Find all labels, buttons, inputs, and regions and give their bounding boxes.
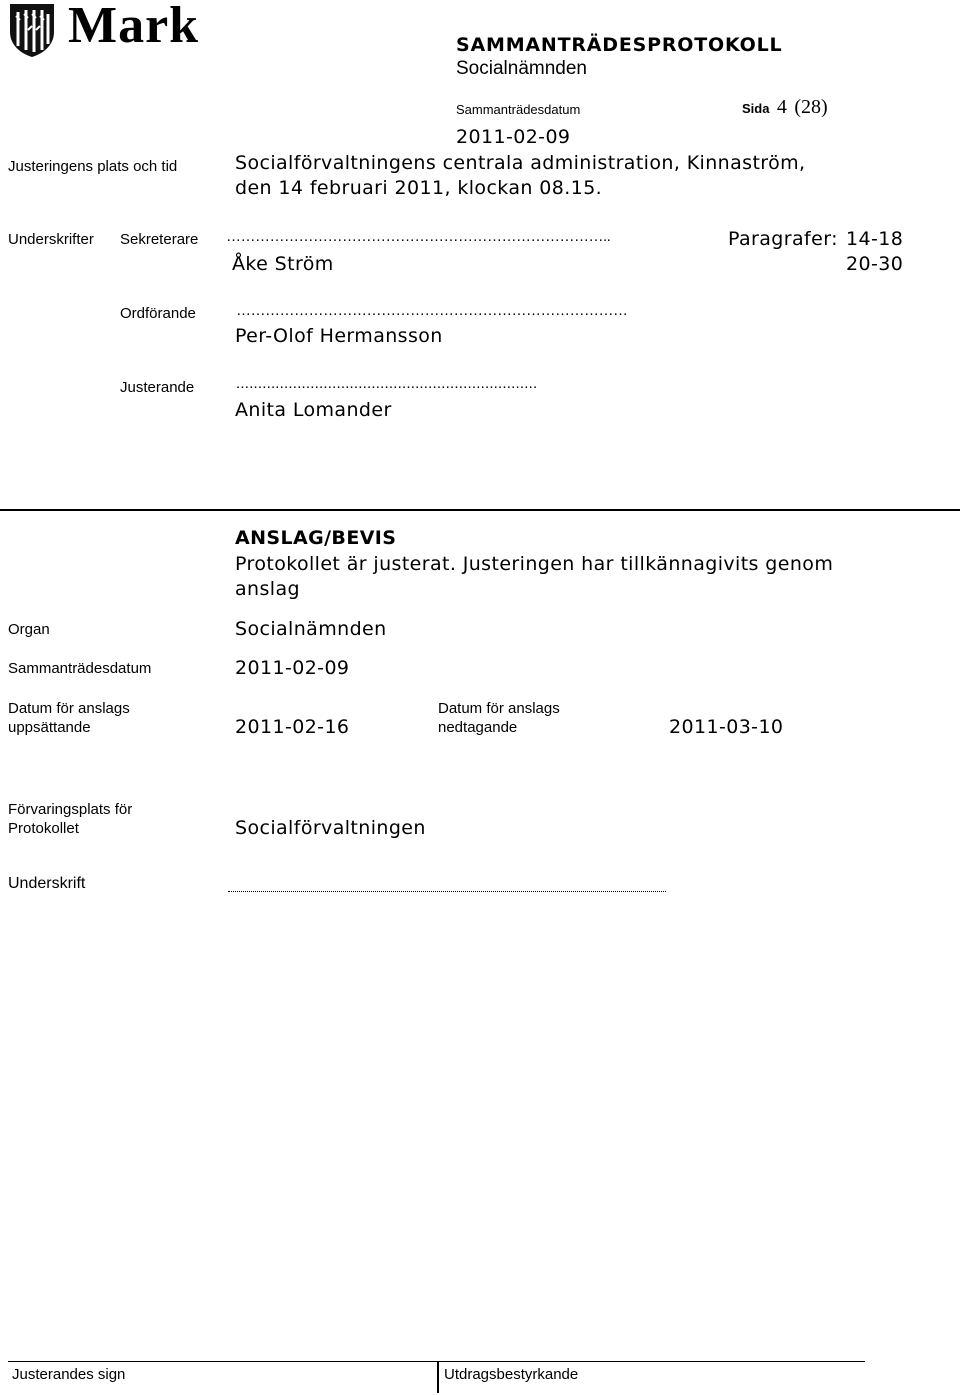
notice-date-value: 2011-02-09: [235, 657, 350, 679]
storage-label-line-1: Förvaringsplats för: [8, 801, 133, 818]
adjuster-name: Anita Lomander: [235, 399, 392, 421]
notice-date-label: Sammanträdesdatum: [8, 660, 152, 677]
posted-label-line-2: uppsättande: [8, 719, 91, 736]
removed-date-value: 2011-03-10: [669, 716, 784, 738]
meeting-date: 2011-02-09: [456, 126, 571, 148]
notice-text-line-1: Protokollet är justerat. Justeringen har tillkännagivits genom: [235, 553, 834, 575]
posted-label-line-1: Datum för anslags: [8, 700, 130, 717]
adjusters-sign-label: Justerandes sign: [12, 1366, 126, 1383]
secretary-signature-line: ……………………………………………………………………..: [226, 228, 611, 245]
secretary-label: Sekreterare: [120, 231, 199, 248]
posted-date-value: 2011-02-16: [235, 716, 350, 738]
adjustment-label: Justeringens plats och tid: [8, 158, 178, 175]
page-number: 4: [776, 96, 787, 118]
page-total: (28): [794, 96, 828, 118]
paragraphs-range-1: 14-18: [846, 228, 904, 250]
adjustment-line-2: den 14 februari 2011, klockan 08.15.: [235, 177, 603, 199]
page-indicator: [742, 96, 828, 119]
organ-value: Socialnämnden: [235, 618, 387, 640]
page-label: Sida: [742, 101, 770, 116]
committee-name: Socialnämnden: [456, 58, 587, 79]
footer-column-separator: [437, 1361, 439, 1393]
document-title: SAMMANTRÄDESPROTOKOLL: [456, 34, 783, 56]
signature-dotted-line: [228, 891, 666, 892]
removed-label-line-2: nedtagande: [438, 719, 518, 736]
chair-label: Ordförande: [120, 305, 196, 322]
secretary-name: Åke Ström: [232, 253, 334, 275]
meeting-date-label: Sammanträdesdatum: [456, 102, 581, 117]
section-divider: [0, 509, 960, 511]
notice-text-line-2: anslag: [235, 578, 300, 600]
adjuster-label: Justerande: [120, 379, 195, 396]
extract-certified-label: Utdragsbestyrkande: [444, 1366, 579, 1383]
adjustment-line-1: Socialförvaltningens centrala administration, Kinnaström,: [235, 152, 806, 174]
logo-wordmark: Mark: [68, 0, 200, 54]
chair-name: Per-Olof Hermansson: [235, 325, 443, 347]
paragraphs-label: Paragrafer:: [728, 228, 838, 250]
notice-heading: ANSLAG/BEVIS: [235, 527, 397, 549]
adjuster-signature-line: .....................................................................: [236, 375, 538, 392]
signature-label: Underskrift: [8, 875, 86, 892]
paragraphs-range-2: 20-30: [846, 253, 904, 275]
coat-of-arms-icon: [6, 2, 58, 58]
municipality-logo: [6, 2, 216, 60]
storage-value: Socialförvaltningen: [235, 817, 426, 839]
organ-label: Organ: [8, 621, 50, 638]
removed-label-line-1: Datum för anslags: [438, 700, 560, 717]
storage-label-line-2: Protokollet: [8, 820, 79, 837]
signatures-label: Underskrifter: [8, 231, 94, 248]
chair-signature-line: ………………………………………………………………………: [236, 302, 628, 319]
